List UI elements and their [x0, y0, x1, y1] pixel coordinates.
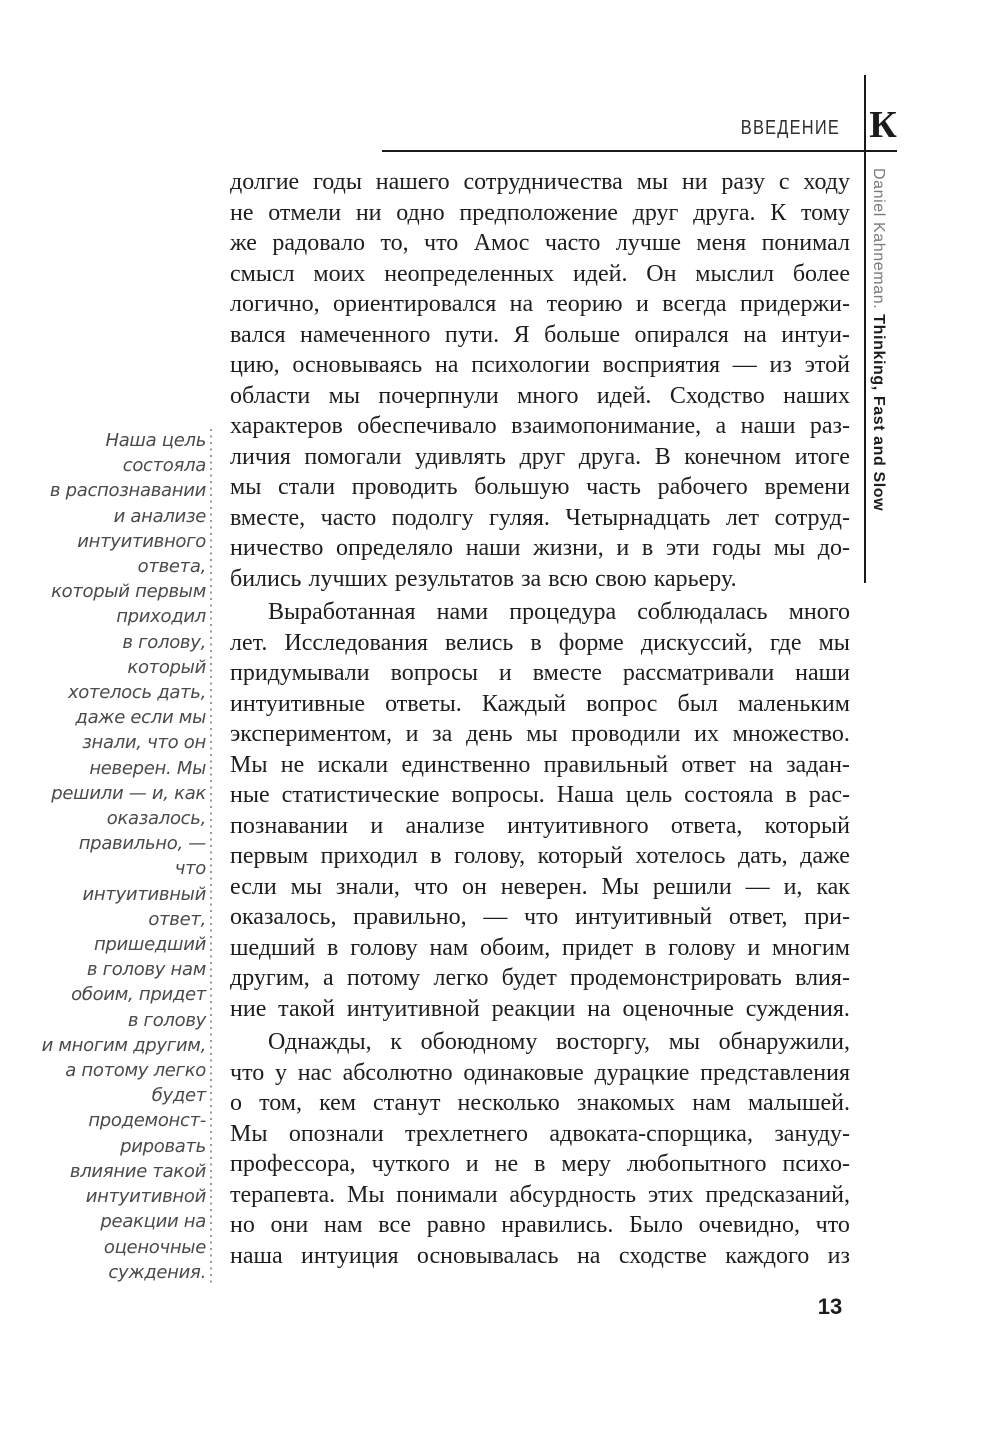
text-line: лет. Исследования велись в форме дискуссий, где мы: [230, 629, 850, 656]
text-line: терапевта. Мы понимали абсурдность этих предсказаний,: [230, 1181, 850, 1208]
margin-note-line: а потому легко: [65, 1060, 206, 1082]
spine-author: Daniel Kahneman.: [870, 168, 887, 315]
paragraph: [230, 1027, 850, 1271]
text-line: бились лучших результатов за всю свою карьеру.: [230, 565, 737, 592]
text-line: Выработанная нами процедура соблюдалась много: [268, 599, 850, 625]
text-line: характеров обеспечивало взаимопонимание, а наши раз-: [230, 413, 850, 439]
text-line: интуитивные ответы. Каждый вопрос был маленьким: [230, 690, 850, 717]
margin-note-line: реакции на: [100, 1211, 206, 1233]
margin-note-line: продемонст-: [88, 1110, 206, 1132]
margin-note-line: влияние такой: [69, 1160, 206, 1182]
text-line: ние такой интуитивной реакции на оценочные суждения.: [230, 995, 850, 1022]
margin-note-line: даже если мы: [75, 707, 206, 729]
margin-dotted-rule: [210, 429, 212, 1284]
margin-note-line: обоим, придет: [71, 984, 206, 1006]
margin-note-line: пришедший: [93, 934, 206, 956]
text-line: не отмели ни одно предположение друг друга. К тому: [230, 199, 850, 226]
margin-note-line: приходил: [116, 606, 206, 628]
text-line: другим, а потому легко будет продемонстрировать влия-: [230, 965, 850, 991]
margin-note-line: оценочные: [103, 1236, 206, 1258]
margin-note-line: знали, что он: [82, 732, 206, 754]
page-number: 13: [817, 1294, 843, 1319]
text-line: мы стали проводить большую часть рабочего времени: [230, 474, 850, 500]
margin-note-line: и анализе: [113, 505, 206, 527]
text-line: но они нам все равно нравились. Было очевидно, что: [230, 1212, 850, 1238]
margin-note-line: в голову,: [122, 631, 206, 653]
text-line: оказалось, правильно, — что интуитивный ответ, при-: [230, 904, 850, 930]
margin-note-line: интуитивный: [82, 883, 206, 905]
text-line: личия помогали удивлять друг друга. В конечном итоге: [230, 443, 850, 470]
margin-note-line: интуитивного: [77, 530, 206, 552]
margin-note-line: рировать: [120, 1135, 206, 1157]
spine-title: [869, 168, 887, 598]
text-line: ничество определяло наши жизни, и в эти годы мы до-: [230, 535, 850, 561]
text-line: о том, кем станут несколько знакомых нам малышей.: [230, 1090, 850, 1116]
margin-note-line: и многим другим,: [41, 1034, 206, 1056]
text-line: что у нас абсолютно одинаковые дурацкие представления: [230, 1059, 850, 1086]
text-line: если мы знали, что он неверен. Мы решили — и, как: [230, 873, 850, 900]
text-line: Мы не искали единственно правильный ответ на задан-: [230, 751, 850, 778]
text-line: ные статистические вопросы. Наша цель состояла в рас-: [230, 782, 850, 808]
text-line: цию, основываясь на психологии восприятия — из этой: [230, 352, 850, 378]
margin-note-line: суждения.: [108, 1261, 206, 1283]
chapter-letter: К: [869, 104, 897, 146]
margin-note-line: что: [174, 858, 206, 880]
vertical-rule: [864, 75, 866, 583]
spine-book-title: Thinking, Fast and Slow: [870, 314, 887, 512]
text-line: познавании и анализе интуитивного ответа, который: [230, 812, 850, 839]
text-line: логично, ориентировался на теорию и всегда придержи-: [230, 291, 850, 317]
header-rule: [382, 150, 897, 152]
margin-note-line: интуитивной: [85, 1186, 206, 1208]
margin-note-line: ответа,: [137, 556, 206, 578]
text-line: наша интуиция основывалась на сходстве каждого из: [230, 1242, 850, 1269]
text-line: экспериментом, и за день мы проводили их множество.: [230, 721, 850, 747]
text-line: Мы опознали трехлетнего адвоката-спорщика, зануду-: [230, 1120, 850, 1147]
text-line: профессора, чуткого и не в меру любопытного психо-: [230, 1151, 850, 1177]
text-line: вместе, часто подолгу гуляя. Четырнадцать лет сотруд-: [230, 504, 850, 531]
margin-note-line: в голову нам: [86, 959, 206, 981]
paragraph: [230, 167, 850, 594]
margin-note-line: решили — и, как: [51, 782, 206, 804]
margin-note-line: хотелось дать,: [67, 682, 206, 704]
margin-note-line: оказалось,: [106, 808, 206, 830]
margin-note-line: который первым: [51, 581, 206, 603]
margin-note-line: неверен. Мы: [89, 757, 206, 779]
margin-note-line: ответ,: [148, 908, 206, 930]
margin-note: [38, 428, 206, 1285]
text-line: вался намеченного пути. Я больше опирался на интуи-: [230, 321, 850, 348]
text-line: долгие годы нашего сотрудничества мы ни разу с ходу: [230, 169, 850, 195]
running-head-section: [440, 117, 840, 140]
text-line: смысл моих неопределенных идей. Он мыслил более: [230, 260, 850, 287]
text-line: шедший в голову нам обоим, придет в голову и многим: [230, 934, 850, 961]
margin-note-line: состояла: [122, 455, 206, 477]
text-line: же радовало то, что Амос часто лучше меня понимал: [230, 230, 850, 256]
body-text: [230, 167, 850, 1274]
section-title-text: ВВЕДЕНИЕ: [740, 117, 840, 139]
text-line: области мы почерпнули много идей. Сходство наших: [230, 382, 850, 409]
margin-note-line: будет: [151, 1085, 206, 1107]
margin-note-line: правильно, —: [78, 833, 206, 855]
paragraph: [230, 597, 850, 1024]
text-line: Однажды, к обоюдному восторгу, мы обнаружили,: [268, 1029, 850, 1055]
margin-note-line: который: [127, 656, 206, 678]
margin-note-line: в голову: [127, 1009, 206, 1031]
text-line: первым приходил в голову, который хотелось дать, даже: [230, 843, 850, 869]
margin-note-line: Наша цель: [105, 430, 206, 451]
text-line: придумывали вопросы и вместе рассматривали наши: [230, 660, 850, 686]
margin-note-line: в распознавании: [49, 480, 206, 502]
